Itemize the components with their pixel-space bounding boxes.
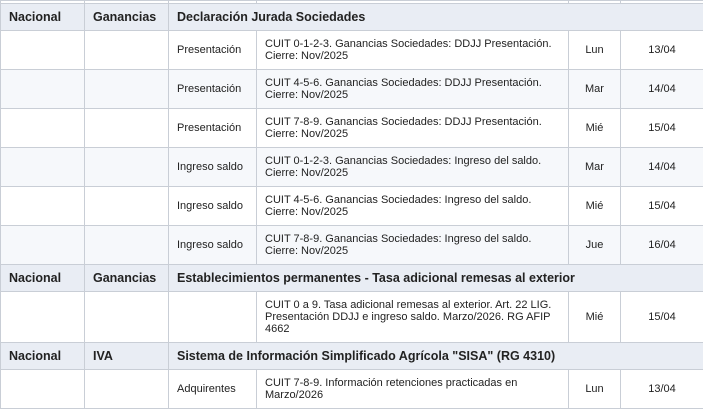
weekday-cell: Lun: [569, 31, 621, 70]
group-title: Sistema de Información Simplificado Agrícola "SISA" (RG 4310): [169, 343, 703, 370]
jurisdiction-cell: Nacional: [1, 4, 85, 31]
weekday-cell: Mar: [569, 148, 621, 187]
date-cell: 14/04: [621, 70, 703, 109]
step-cell: Ingreso saldo: [169, 148, 257, 187]
step-cell: Adquirentes: [169, 370, 257, 409]
group-title: Establecimientos permanentes - Tasa adicional remesas al exterior: [169, 265, 703, 292]
date-cell: 14/04: [621, 148, 703, 187]
weekday-cell: Mié: [569, 187, 621, 226]
table-row: [1, 109, 703, 148]
table-row: [1, 148, 703, 187]
date-cell: 15/04: [621, 187, 703, 226]
description-cell: CUIT 4-5-6. Ganancias Sociedades: Ingreso del saldo. Cierre: Nov/2025: [257, 187, 569, 226]
description-cell: CUIT 7-8-9. Ganancias Sociedades: DDJJ Presentación. Cierre: Nov/2025: [257, 109, 569, 148]
weekday-cell: Jue: [569, 226, 621, 265]
description-cell: CUIT 4-5-6. Ganancias Sociedades: DDJJ Presentación. Cierre: Nov/2025: [257, 70, 569, 109]
weekday-cell: Lun: [569, 370, 621, 409]
description-cell: CUIT 0-1-2-3. Ganancias Sociedades: DDJJ Presentación. Cierre: Nov/2025: [257, 31, 569, 70]
date-cell: 16/04: [621, 226, 703, 265]
description-cell: CUIT 0 a 9. Tasa adicional remesas al exterior. Art. 22 LIG. Presentación DDJJ e ingreso saldo. Marzo/2026. RG AFIP 4662: [257, 292, 569, 343]
table-row: [1, 292, 703, 343]
date-cell: 13/04: [621, 31, 703, 70]
tax-cell: Ganancias: [85, 265, 169, 292]
table-row: [1, 187, 703, 226]
table-row: [1, 226, 703, 265]
description-cell: CUIT 7-8-9. Información retenciones practicadas en Marzo/2026: [257, 370, 569, 409]
step-cell: Presentación: [169, 31, 257, 70]
group-header-row: [1, 343, 703, 370]
jurisdiction-cell: Nacional: [1, 265, 85, 292]
step-cell: Ingreso saldo: [169, 226, 257, 265]
date-cell: 13/04: [621, 370, 703, 409]
weekday-cell: Mié: [569, 292, 621, 343]
description-cell: CUIT 7-8-9. Ganancias Sociedades: Ingreso del saldo. Cierre: Nov/2025: [257, 226, 569, 265]
step-cell: [169, 292, 257, 343]
weekday-cell: Mar: [569, 70, 621, 109]
date-cell: 15/04: [621, 109, 703, 148]
date-cell: 15/04: [621, 292, 703, 343]
description-cell: CUIT 0-1-2-3. Ganancias Sociedades: Ingreso del saldo. Cierre: Nov/2025: [257, 148, 569, 187]
table-row: [1, 370, 703, 409]
step-cell: Ingreso saldo: [169, 187, 257, 226]
weekday-cell: Mié: [569, 109, 621, 148]
group-title: Declaración Jurada Sociedades: [169, 4, 703, 31]
step-cell: Presentación: [169, 109, 257, 148]
step-cell: Presentación: [169, 70, 257, 109]
table-row: [1, 31, 703, 70]
tax-cell: Ganancias: [85, 4, 169, 31]
tax-cell: IVA: [85, 343, 169, 370]
group-header-row: [1, 4, 703, 31]
jurisdiction-cell: Nacional: [1, 343, 85, 370]
group-header-row: [1, 265, 703, 292]
table-row: [1, 70, 703, 109]
